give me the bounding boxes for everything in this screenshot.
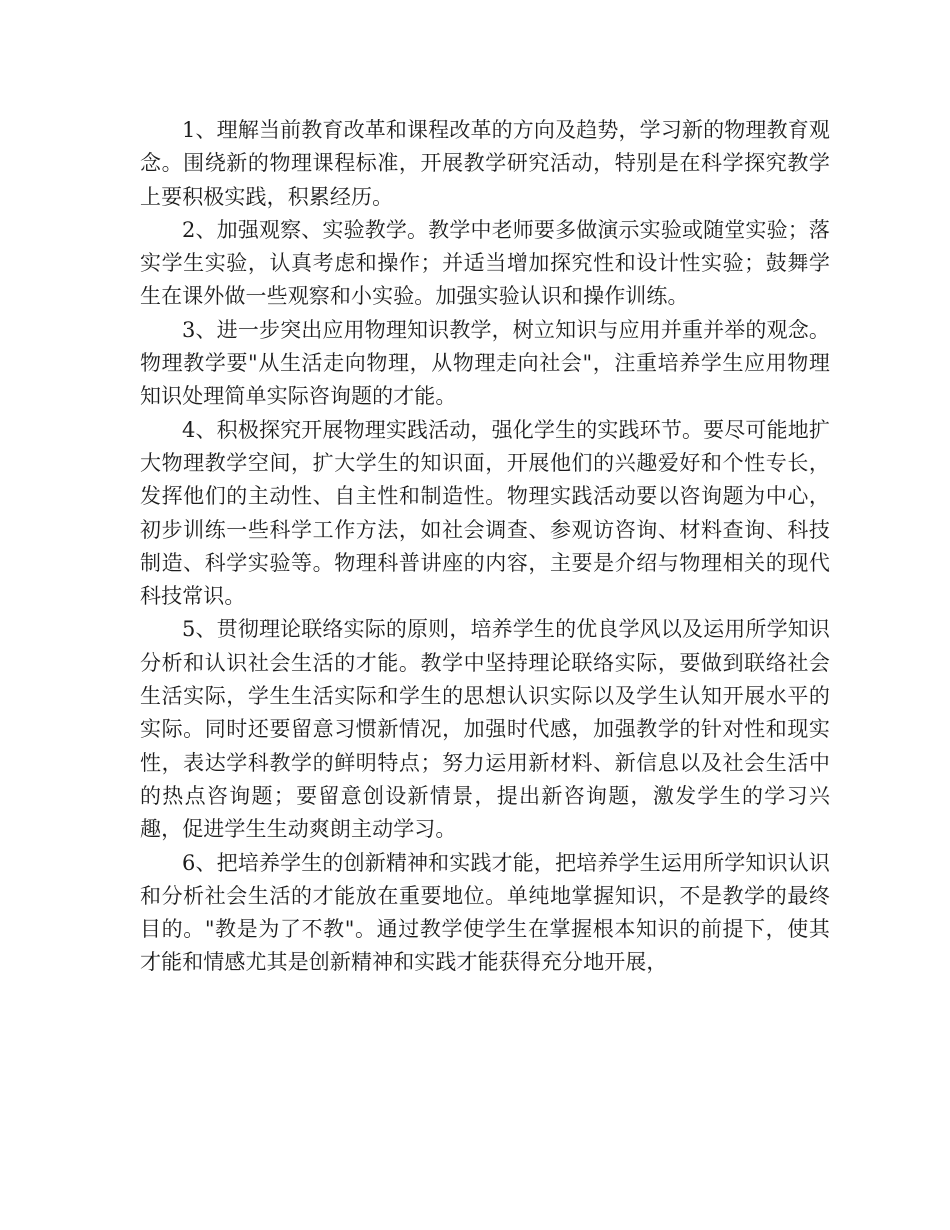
- paragraph-2: 2、加强观察、实验教学。教学中老师要多做演示实验或随堂实验；落实学生实验，认真考虑和操作；并适当增加探究性和设计性实验；鼓舞学生在课外做一些观察和小实验。加强实验认识和操作训练。: [140, 217, 830, 309]
- paragraph-5: 5、贯彻理论联络实际的原则，培养学生的优良学风以及运用所学知识分析和认识社会生活的才能。教学中坚持理论联络实际，要做到联络社会生活实际，学生生活实际和学生的思想认识实际以及学生认知开展水平的实际。同时还要留意习惯新情况，加强时代感，加强教学的针对性和现实性，表达学科教学的鲜明特点；努力运用新材料、新信息以及社会生活中的热点咨询题；要留意创设新情景，提出新咨询题，激发学生的学习兴趣，促进学生生动爽朗主动学习。: [140, 617, 830, 842]
- paragraph-4: 4、积极探究开展物理实践活动，强化学生的实践环节。要尽可能地扩大物理教学空间，扩大学生的知识面，开展他们的兴趣爱好和个性专长，发挥他们的主动性、自主性和制造性。物理实践活动要以咨询题为中心，初步训练一些科学工作方法，如社会调查、参观访咨询、材料查询、科技制造、科学实验等。物理科普讲座的内容，主要是介绍与物理相关的现代科技常识。: [140, 417, 830, 609]
- paragraph-1: 1、理解当前教育改革和课程改革的方向及趋势，学习新的物理教育观念。围绕新的物理课程标准，开展教学研究活动，特别是在科学探究教学上要积极实践，积累经历。: [140, 118, 830, 209]
- document-body: [140, 114, 830, 980]
- paragraph-3: 3、进一步突出应用物理知识教学，树立知识与应用并重并举的观念。物理教学要"从生活走向物理，从物理走向社会"，注重培养学生应用物理知识处理简单实际咨询题的才能。: [140, 317, 830, 409]
- paragraph-6: 6、把培养学生的创新精神和实践才能，把培养学生运用所学知识认识和分析社会生活的才能放在重要地位。单纯地掌握知识，不是教学的最终目的。"教是为了不教"。通过教学使学生在掌握根本知识的前提下，使其才能和情感尤其是创新精神和实践才能获得充分地开展，: [140, 850, 830, 975]
